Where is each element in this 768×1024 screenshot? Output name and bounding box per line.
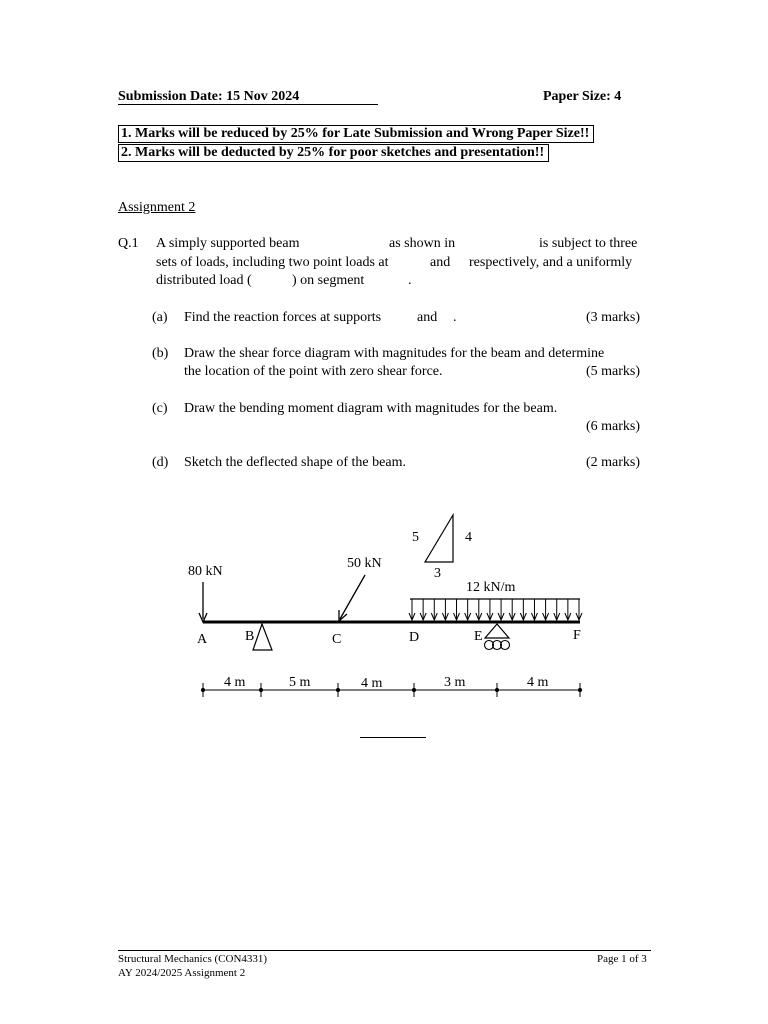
span-cd: 4 m — [361, 676, 383, 691]
dimension-dot — [259, 688, 262, 691]
part-b-text: Draw the shear force diagram with magnitudes for the beam and determine — [184, 346, 605, 361]
submission-date: Submission Date: 15 Nov 2024 — [118, 89, 300, 104]
point-label-f: F — [573, 628, 581, 643]
part-d-text: Sketch the deflected shape of the beam. — [184, 455, 406, 470]
footer-page-number: Page 1 of 3 — [597, 953, 647, 965]
part-c-marks: (6 marks) — [586, 419, 641, 434]
question-text: sets of loads, including two point loads at — [156, 255, 389, 270]
part-a-text: Find the reaction forces at supports — [184, 310, 382, 325]
question-text: A simply supported beam — [156, 236, 300, 251]
part-b-marks: (5 marks) — [586, 364, 641, 379]
footer-year: AY 2024/2025 Assignment 2 — [118, 967, 246, 979]
dimension-dot — [201, 688, 204, 691]
point-label-d: D — [409, 630, 420, 645]
part-a-text: . — [453, 310, 457, 325]
point-load-80kn — [188, 564, 223, 622]
part-c-text: Draw the bending moment diagram with magnitudes for the beam. — [184, 401, 558, 416]
dimension-line — [201, 675, 581, 697]
roller-support-e — [485, 624, 510, 650]
pin-support-b — [253, 624, 272, 650]
assignment-title: Assignment 2 — [118, 200, 196, 215]
part-b-text: the location of the point with zero shear force. — [184, 364, 443, 379]
dimension-dot — [412, 688, 415, 691]
part-a-marks: (3 marks) — [586, 310, 641, 325]
part-c-label: (c) — [152, 401, 168, 416]
question-text: distributed load ( — [156, 273, 252, 288]
question-text: and — [430, 255, 451, 270]
part-d-marks: (2 marks) — [586, 455, 641, 470]
dimension-dot — [495, 688, 498, 691]
triangle-side-5: 5 — [412, 530, 419, 545]
span-ab: 4 m — [224, 675, 246, 690]
slope-triangle — [412, 515, 472, 581]
load-80-label: 80 kN — [188, 564, 223, 579]
question-text: respectively, and a uniformly — [469, 255, 633, 270]
span-bc: 5 m — [289, 675, 311, 690]
question-text: . — [408, 273, 412, 288]
span-de: 3 m — [444, 675, 466, 690]
part-b-label: (b) — [152, 346, 169, 361]
part-a-text: and — [417, 310, 438, 325]
point-label-b: B — [245, 629, 255, 644]
dimension-dot — [578, 688, 581, 691]
point-label-c: C — [332, 632, 342, 647]
footer-rule — [118, 950, 651, 951]
udl-load — [409, 580, 582, 620]
span-ef: 4 m — [527, 675, 549, 690]
question-number: Q.1 — [118, 236, 139, 251]
notice-late-submission: 1. Marks will be reduced by 25% for Late Submission and Wrong Paper Size!! — [118, 125, 594, 143]
load-50-label: 50 kN — [347, 556, 382, 571]
answer-blank-line — [360, 737, 426, 738]
question-text: ) on segment — [292, 273, 365, 288]
point-load-50kn — [339, 556, 382, 621]
point-label-a: A — [197, 632, 208, 647]
point-label-e: E — [474, 629, 483, 644]
question-text: as shown in — [389, 236, 456, 251]
footer-course: Structural Mechanics (CON4331) — [118, 953, 268, 965]
question-text: is subject to three — [539, 236, 638, 251]
udl-label: 12 kN/m — [466, 580, 516, 595]
notice-poor-sketches: 2. Marks will be deducted by 25% for poor sketches and presentation!! — [118, 144, 549, 162]
triangle-side-4: 4 — [465, 530, 472, 545]
part-d-label: (d) — [152, 455, 169, 470]
paper-size: Paper Size: 4 — [543, 89, 622, 104]
triangle-side-3: 3 — [434, 566, 441, 581]
dimension-dot — [336, 688, 339, 691]
part-a-label: (a) — [152, 310, 168, 325]
